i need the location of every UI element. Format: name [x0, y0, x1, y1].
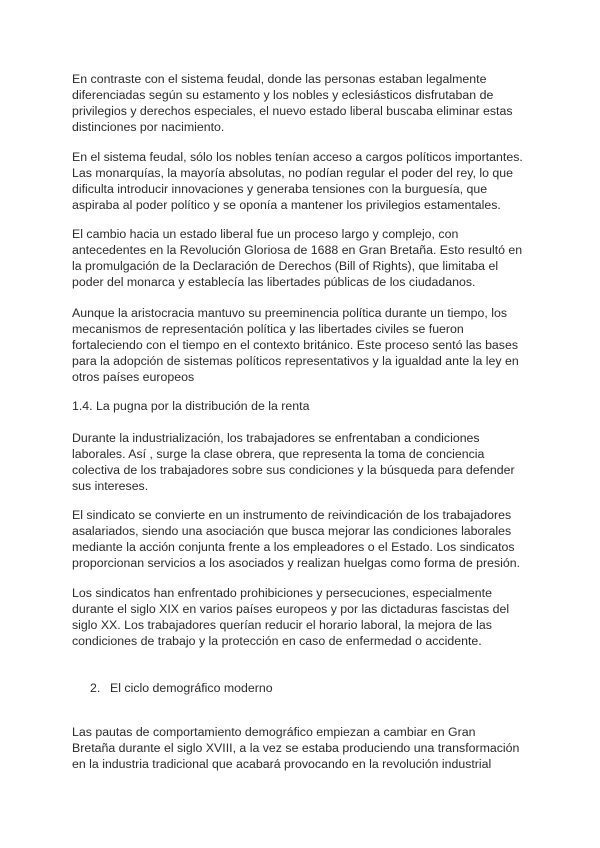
text-line: Bretaña durante el siglo XVIII, a la vez se estaba produciendo una transformación: [72, 741, 520, 755]
paragraph-aristocracy: [72, 305, 532, 385]
subsection-heading: [72, 398, 532, 414]
text-line: aspiraba al poder político y se oponía a mantener los privilegios estamentales.: [72, 198, 501, 212]
text-line: otros países europeos: [72, 370, 195, 384]
text-line: El cambio hacia un estado liberal fue un proceso largo y complejo, con: [72, 227, 459, 241]
paragraph-feudal-system: [72, 149, 532, 213]
paragraph-sindicato: [72, 507, 532, 571]
text-line: para la adopción de sistemas políticos representativos y la igualdad ante la ley en: [72, 354, 519, 368]
text-line: asalariados, siendo una asociación que busca mejorar las condiciones laborales: [72, 524, 512, 538]
text-line: mediante la acción conjunta frente a los empleadores o el Estado. Los sindicatos: [72, 540, 515, 554]
paragraph-feudal-contrast: [72, 71, 532, 135]
text-line: antecedentes en la Revolución Gloriosa de 1688 en Gran Bretaña. Esto resultó en: [72, 243, 523, 257]
paragraph-industrialization: [72, 430, 532, 494]
text-line: diferenciadas según su estamento y los nobles y eclesiásticos disfrutaban de: [72, 88, 494, 102]
section-number: 2.: [90, 681, 101, 695]
text-line: fortaleciendo con el tiempo en el contexto británico. Este proceso sentó las bases: [72, 338, 519, 352]
text-line: Durante la industrialización, los trabajadores se enfrentaban a condiciones: [72, 431, 480, 445]
text-line: El sindicato se convierte en un instrumento de reivindicación de los trabajadores: [72, 508, 512, 522]
text-line: Aunque la aristocracia mantuvo su preeminencia política durante un tiempo, los: [72, 306, 508, 320]
text-line: distinciones por nacimiento.: [72, 120, 225, 134]
text-line: poder del monarca y establecía las libertades públicas de los ciudadanos.: [72, 275, 476, 289]
text-line: siglo XX. Los trabajadores querían reducir el horario laboral, la mejora de las: [72, 618, 492, 632]
text-line: durante el siglo XIX en varios países europeos y por las dictaduras fascistas del: [72, 602, 510, 616]
text-line: En el sistema feudal, sólo los nobles tenían acceso a cargos políticos importantes.: [72, 150, 523, 164]
text-line: privilegios y derechos especiales, el nuevo estado liberal buscaba eliminar estas: [72, 104, 513, 118]
text-line: dificulta introducir innovaciones y generaba tensiones con la burguesía, que: [72, 182, 488, 196]
text-line: mecanismos de representación política y las libertades civiles se fueron: [72, 322, 464, 336]
paragraph-demographic: [72, 724, 532, 772]
text-line: sus intereses.: [72, 479, 149, 493]
text-line: en la industria tradicional que acabará provocando en la revolución industrial: [72, 757, 492, 771]
text-line: Las monarquías, la mayoría absolutas, no podían regular el poder del rey, lo que: [72, 166, 513, 180]
text-line: condiciones de trabajo y la protección en caso de enfermedad o accidente.: [72, 634, 482, 648]
subsection-title: 1.4. La pugna por la distribución de la renta: [72, 399, 310, 413]
section-title: El ciclo demográfico moderno: [110, 681, 273, 695]
text-line: Las pautas de comportamiento demográfico empiezan a cambiar en Gran: [72, 725, 476, 739]
text-line: En contraste con el sistema feudal, donde las personas estaban legalmente: [72, 72, 487, 86]
text-line: Los sindicatos han enfrentado prohibiciones y persecuciones, especialmente: [72, 586, 492, 600]
text-line: colectiva de los trabajadores sobre sus condiciones y la búsqueda para defender: [72, 463, 515, 477]
paragraph-liberal-change: [72, 226, 532, 290]
paragraph-sindicatos-history: [72, 585, 532, 649]
text-line: la promulgación de la Declaración de Derechos (Bill of Rights), que limitaba el: [72, 259, 499, 273]
text-line: proporcionan servicios a los asociados y realizan huelgas como forma de presión.: [72, 556, 521, 570]
text-line: laborales. Así , surge la clase obrera, que representa la toma de conciencia: [72, 447, 485, 461]
section-heading: [90, 680, 273, 696]
